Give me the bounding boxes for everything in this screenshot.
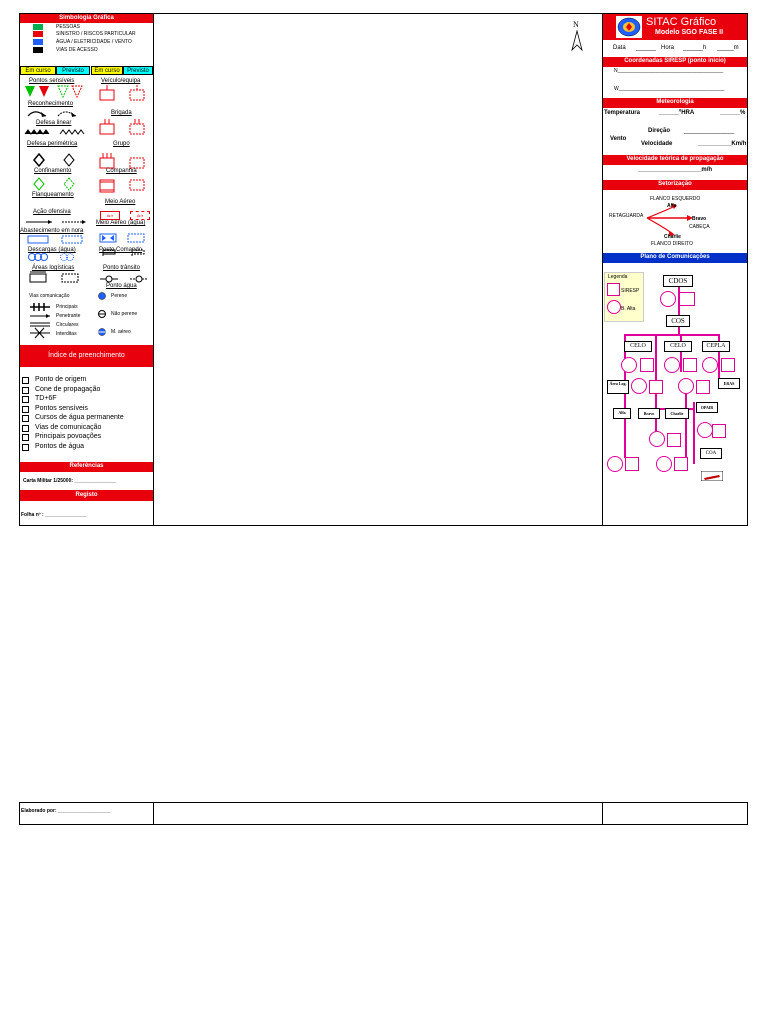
coordenadas-title: Coordenadas SIRESP (ponto inicio) [603,57,747,67]
area-log-balta-icon [631,378,647,394]
legend-siresp-box-icon [607,283,620,296]
referencias-title: Referências [20,462,153,472]
plano-legend-title: Legenda [608,274,628,280]
pontos-sensiveis-green-icon [25,86,35,97]
direccao-field[interactable]: _______________ [684,128,735,134]
elaborado-field[interactable]: Elaborado por: ___________________ [21,808,111,814]
vel-propagacao-field[interactable]: ___________________m/h [638,167,713,173]
direccao-label: Direção [648,128,671,134]
registo-title: Registo [20,490,153,501]
meteorologia-title: Meteorologia [603,98,747,108]
label-defesa-linear: Defesa linear [36,120,72,126]
tree-line [680,334,682,372]
checkbox[interactable] [22,387,29,394]
carta-militar-field[interactable]: Carta Militar 1/25000: _______________ [23,478,117,484]
indice-item: Pontos de água [21,443,151,453]
label-descargas: Descargas (água) [28,247,76,253]
eras-box[interactable]: ERAS [718,378,740,389]
charlie-balta-icon [656,456,672,472]
label-vias-comunicacao: Vias comunicação [29,293,70,299]
label-defesa-perimetrica: Defesa perimétrica [27,141,78,147]
flanqueamento-previsto-icon [64,178,74,190]
checkbox[interactable] [22,444,29,451]
label-via-penetrante: Penetrante [56,313,81,319]
alfa-siresp-icon [625,457,639,471]
label-via-principais: Principais [56,304,78,310]
descargas-previsto-icon [62,236,82,243]
map-area-frame [153,13,603,526]
grupo-icon [100,158,114,168]
hora-field[interactable]: ______h [683,45,707,51]
hora-label: Hora [661,45,675,51]
indice-item: Cone de propagação [21,386,151,396]
grupo-previsto-icon [130,158,144,168]
label-acao-ofensiva: Ação ofensiva [33,209,71,215]
label-perene: Perene [111,293,128,299]
bottom-right-frame [602,802,748,825]
vento-label: Vento [610,136,627,142]
opair-box[interactable]: OPAIR [696,402,718,413]
celo-box-2[interactable]: CELO [664,341,692,352]
cdos-balta-icon [660,291,676,307]
label-areas-logisticas: Áreas logísticas [32,265,75,271]
meio-aereo-agua-tag-2: Ar/r [130,211,150,220]
indice-list [21,376,151,452]
indice-title: Índice de preenchimento [20,345,153,367]
label-m-aereo: M. aéreo [111,329,131,335]
alfa-label: Alfa [667,203,677,209]
checkbox[interactable] [22,425,29,432]
label-via-interditas: Interditas [56,331,77,337]
legend-swatch-sinistro [33,31,43,37]
celo2-siresp-icon [683,358,697,372]
north-arrow-icon [570,30,584,52]
brigada-icon [100,124,114,134]
north-label: N [573,20,579,29]
tree-line [693,402,695,464]
flanqueamento-icon [34,178,44,190]
setorizacao-title: Setorização [603,180,747,190]
velocidade-field[interactable]: __________Km/h [698,141,747,147]
indice-item: Ponto de origem [21,376,151,386]
sitac-subtitle: Modelo SGO FASE II [655,29,724,36]
checkbox[interactable] [22,415,29,422]
defesa-linear-icon [25,130,49,134]
indice-item: Pontos sensíveis [21,405,151,415]
celo2b-balta-icon [678,378,694,394]
label-nao-perene: Não perene [111,311,138,317]
flanco-esquerdo-label: FLANCO ESQUERDO [650,196,701,202]
veiculo-previsto-icon [130,90,144,100]
bravo-box[interactable]: Bravo [638,408,660,419]
coord-n-field[interactable]: N______________________________________ [614,68,724,74]
veiculo-icon [100,90,114,100]
aircraft-icon [701,471,723,481]
legend-b-alta-circle-icon [607,300,621,314]
confinamento-previsto-icon [64,154,74,166]
status-tag-em-curso-2: Em curso [91,66,123,75]
cdos-siresp-icon [679,292,695,306]
bravo-siresp-icon [667,433,681,447]
descargas-icon [28,236,48,243]
min-field[interactable]: _____m [717,45,739,51]
legend-swatch-agua [33,39,43,45]
confinamento-icon [34,154,44,166]
cepla-siresp-icon [721,358,735,372]
legend-label-pessoas: PESSOAS [56,24,80,30]
logistica-box-icon [30,274,46,282]
checkbox[interactable] [22,396,29,403]
cdos-box[interactable]: CDOS [663,275,693,287]
flanco-direito-label: FLANCO DIREITO [651,241,693,247]
legend-b-alta-label: B. Alta [621,306,636,312]
checkbox[interactable] [22,406,29,413]
hra-field[interactable]: ______% [720,110,746,116]
legend-swatch-pessoas [33,24,43,30]
charlie-siresp-icon [674,457,688,471]
cos-box[interactable]: COS [666,315,690,327]
area-log-siresp-icon [649,380,663,394]
charlie-label: Charlie [664,234,681,240]
label-meio-aereo-agua: Meio Aéreo (água) [96,220,146,226]
legend-label-vias: VIAS DE ACESSO [56,47,98,53]
alfa-box[interactable]: Alfa [613,408,631,419]
pontos-sensiveis-red-icon [39,86,49,97]
sitac-title: SITAC Gráfico [646,16,717,28]
legend-label-sinistro: SINISTRO / RISCOS PARTICULAR [56,31,136,37]
celo2-balta-icon [664,357,680,373]
label-reconhecimento: Reconhecimento [28,101,74,107]
label-brigada: Brigada [111,110,132,116]
cepla-balta-icon [702,357,718,373]
status-tag-em-curso-1: Em curso [20,66,56,75]
label-flanqueamento: Flanqueamento [32,192,74,198]
symbology-title: Simbologia Gráfica [20,14,153,23]
celo-box-1[interactable]: CELO [624,341,652,352]
abastecimento-previsto-icon [128,234,144,242]
celo1-siresp-icon [640,358,654,372]
alfa-balta-icon [607,456,623,472]
brigada-previsto-icon [130,124,144,134]
pontos-sensiveis-red-dashed-icon [72,86,82,97]
checkbox[interactable] [22,434,29,441]
pontos-sensiveis-green-dashed-icon [58,86,68,97]
vel-propagacao-title: Velocidade teórica de propagação [603,155,747,165]
celo1-balta-icon [621,357,637,373]
checkbox[interactable] [22,377,29,384]
folha-field[interactable]: Folha nº : _______________ [21,512,87,518]
indice-item: TD+6F [21,395,151,405]
indice-item: Cursos de água permanente [21,414,151,424]
area-log-box[interactable]: Área Log. [607,380,629,394]
indice-item: Principais povoações [21,433,151,443]
charlie-box[interactable]: Charlie [665,408,689,419]
opair-siresp-icon [712,424,726,438]
label-grupo: Grupo [113,141,130,147]
bottom-map-frame [153,802,603,825]
agua-perene-icon [99,293,106,300]
label-confinamento: Confinamento [34,168,72,174]
celo2b-siresp-icon [696,380,710,394]
meio-aereo-agua-tag-1: Ar/r [100,211,120,220]
label-ponto-agua: Ponto água [106,283,137,289]
label-meio-aereo: Meio Aéreo [105,199,136,205]
logistica-box-previsto-icon [62,274,78,282]
indice-item: Vias de comunicação [21,424,151,434]
cepla-box[interactable]: CEPLA [702,341,730,352]
label-pontos-sensiveis: Pontos sensíveis [29,78,75,84]
legend-swatch-vias [33,47,43,53]
temperatura-label: Temperatura [604,110,640,116]
velocidade-label: Velocidade [641,141,673,147]
companhia-previsto-icon [130,180,144,190]
temperatura-field[interactable]: ______ºHRA [659,110,695,116]
data-field[interactable]: ______ [636,45,657,51]
legend-label-agua: ÁGUA / ELETRICIDADE / VENTO [56,39,132,45]
label-abastecimento: Abastecimento em nora [20,228,84,234]
coa-box[interactable]: COA [700,448,722,459]
data-label: Data [613,45,626,51]
defesa-linear-previsto-icon [60,130,84,134]
label-veiculo-equipa: Veículo/equipa [101,78,141,84]
label-via-circulares: Circulares [56,322,79,328]
status-tag-previsto-1: Previsto [56,66,90,75]
legend-siresp-label: SIRESP [621,288,640,294]
plano-comunicacoes-title: Plano de Comunicações [603,253,747,263]
tree-line [624,334,720,336]
opair-balta-icon [697,422,713,438]
cabeca-label: CABEÇA [689,224,710,230]
label-posto-comando: Posto Comando [99,247,143,253]
bravo-balta-icon [649,431,665,447]
tree-line [624,334,626,458]
label-ponto-transito: Ponto trânsito [103,265,141,271]
status-tag-previsto-2: Previsto [123,66,153,75]
bravo-label: Bravo [692,216,707,222]
label-companhia: Companhia [106,168,137,174]
anpc-logo-icon [616,16,642,38]
retaguarda-label: RETAGUARDA [609,213,644,219]
coord-w-field[interactable]: W______________________________________ [614,86,725,92]
